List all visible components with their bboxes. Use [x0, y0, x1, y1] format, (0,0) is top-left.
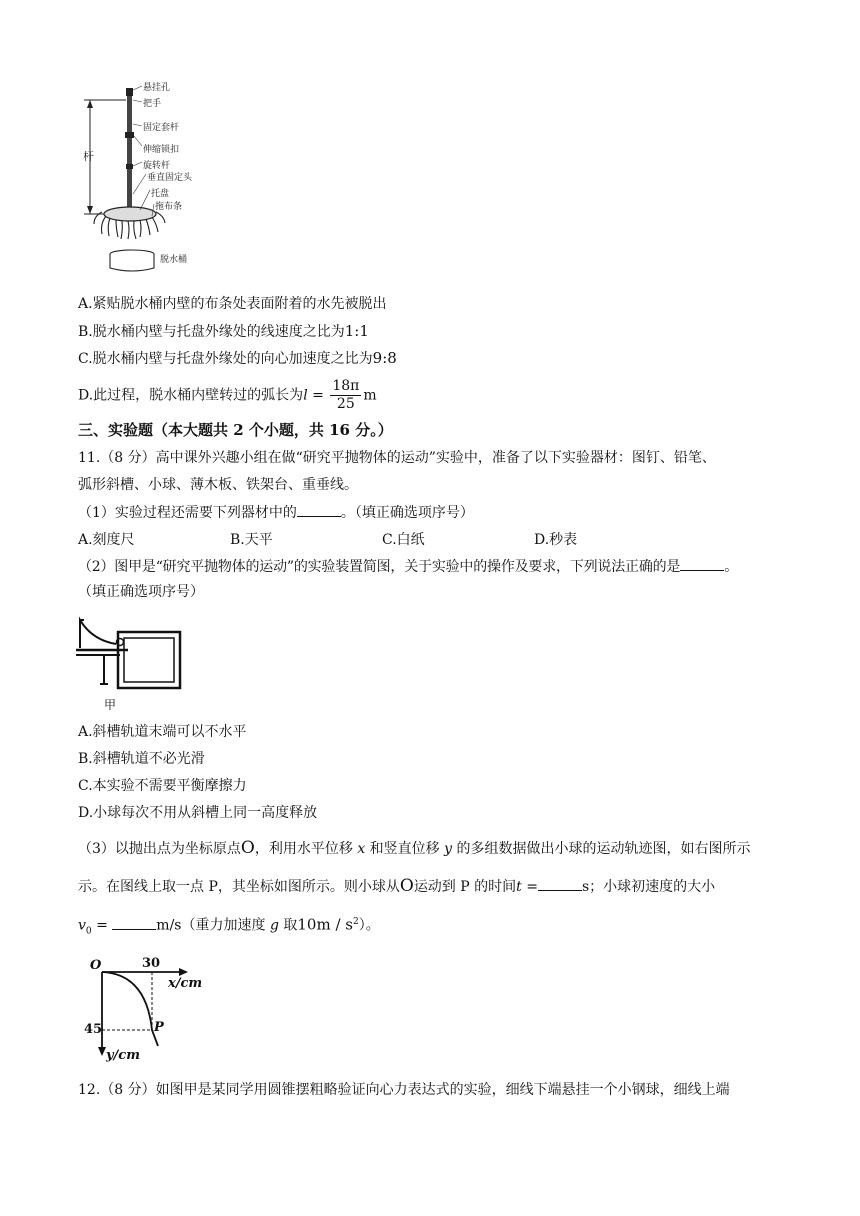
graph-y-axis-label: y/cm	[106, 1048, 140, 1063]
graph-point-label: P	[154, 1020, 164, 1035]
p3-text-d: 的多组数据做出小球的运动轨迹图，如右图所示	[456, 841, 751, 857]
q11-intro-line2: 弧形斜槽、小球、薄木板、铁架台、重垂线。	[78, 477, 358, 493]
q11-part3-line2	[78, 876, 715, 897]
label-hang-hole: 悬挂孔	[143, 83, 171, 93]
p3-v0-subscript: 0	[85, 926, 92, 937]
apparatus-figure	[76, 610, 196, 714]
trajectory-svg	[84, 956, 214, 1066]
label-tray: 托盘	[151, 189, 170, 199]
q11-part1-suffix: 。（填正确选项序号）	[340, 505, 474, 521]
p3-g-exponent: 2	[352, 917, 359, 927]
q11-p1-option-a: A.刻度尺	[78, 532, 135, 548]
answer-blank[interactable]	[112, 915, 156, 930]
q10-option-b	[78, 321, 369, 342]
p3-y-symbol: y	[444, 841, 453, 857]
label-mop-strips: 拖布条	[155, 202, 183, 212]
p3-g-symbol: g	[269, 917, 279, 934]
q10-option-c-ratio: 9:8	[372, 349, 397, 367]
q10-option-c-text: C.脱水桶内壁与托盘外缘处的向心加速度之比为	[78, 351, 373, 367]
q11-part3-line3: $v_0 = m/s$（重力加速度 g 取$10m / s^2$）。	[78, 915, 380, 937]
p3-text-j: ）。	[358, 917, 380, 934]
q11-part1	[78, 502, 474, 523]
p3-v0-symbol: v	[78, 917, 86, 934]
q11-p1-option-c: C.白纸	[382, 532, 425, 548]
answer-blank[interactable]	[680, 556, 724, 571]
label-rotating-rod: 旋转杆	[143, 161, 171, 171]
q10-option-c	[78, 348, 397, 369]
apparatus-diagram	[76, 610, 196, 702]
q11-part3-line1	[78, 838, 751, 859]
q11-p1-option-d: D.秒表	[534, 532, 578, 548]
label-vertical-head: 垂直固定头	[147, 173, 193, 183]
p3-origin-symbol-2: O	[399, 876, 414, 896]
q11-part1-text: （1）实验过程还需要下列器材中的	[78, 505, 297, 521]
q10-option-b-text: B.脱水桶内壁与托盘外缘处的线速度之比为	[78, 324, 345, 340]
graph-x-tick: 30	[142, 956, 161, 971]
label-rod: 杆	[83, 150, 94, 163]
q10-option-d: D.此过程，脱水桶内壁转过的弧长为l = $\frac{18\pi}{25}$ m	[78, 378, 377, 412]
fraction-numerator: 18π	[332, 378, 360, 394]
p3-text-i: 取	[283, 917, 298, 934]
p3-text-g: s；小球初速度的大小	[581, 879, 716, 895]
p3-text-h: m/s（重力加速度	[156, 917, 266, 934]
q10-option-d-var: l	[303, 387, 308, 404]
answer-blank[interactable]	[538, 876, 582, 891]
q11-p2-option-d: D.小球每次不用从斜槽上同一高度释放	[78, 805, 318, 821]
q11-p2-option-c: C.本实验不需要平衡摩擦力	[78, 778, 247, 794]
q10-option-a: A.紧贴脱水桶内壁的布条处表面附着的水先被脱出	[78, 296, 387, 312]
p3-origin-symbol: O	[240, 838, 255, 858]
p3-text-c: 和竖直位移	[369, 841, 440, 857]
p3-t-symbol: t =	[516, 879, 538, 895]
label-fixed-sleeve: 固定套杆	[143, 123, 180, 133]
q11-part2-line2: （填正确选项序号）	[78, 584, 204, 600]
q10-option-d-text: D.此过程，脱水桶内壁转过的弧长为	[78, 387, 304, 404]
q11-intro-line1: 11.（8 分）高中课外兴趣小组在做“研究平抛物体的运动”实验中，准备了以下实验器材：图钉、铅笔、	[78, 450, 716, 466]
answer-blank[interactable]	[297, 502, 341, 517]
p3-x-symbol: x	[357, 841, 366, 857]
q11-part2-suffix: 。	[724, 559, 739, 575]
label-spin-bucket: 脱水桶	[160, 255, 188, 265]
q11-part2-line1	[78, 556, 738, 577]
fraction-denominator: 25	[336, 396, 355, 412]
graph-y-tick: 45	[84, 1022, 103, 1037]
figure-label-jia: 甲	[104, 698, 117, 712]
graph-x-axis-label: x/cm	[168, 976, 203, 991]
q12-line1: 12.（8 分）如图甲是某同学用圆锥摆粗略验证向心力表达式的实验，细线下端悬挂一个小钢球，细线上端	[78, 1082, 730, 1098]
q11-p1-option-b: B.天平	[230, 532, 273, 548]
q11-p2-option-b: B.斜槽轨道不必光滑	[78, 751, 205, 767]
p3-text-e: 示。在图线上取一点 P，其坐标如图所示。则小球从	[78, 879, 400, 895]
graph-origin-label: O	[90, 958, 102, 973]
mop-figure	[80, 76, 240, 276]
p3-g-value: 10m / s	[297, 915, 353, 934]
label-handle: 把手	[143, 99, 162, 109]
q10-option-b-ratio: 1:1	[344, 322, 369, 340]
p3-text-b: ，利用水平位移	[254, 841, 353, 857]
arc-length-fraction	[330, 378, 361, 413]
p3-text-a: （3）以抛出点为坐标原点	[78, 841, 241, 857]
p3-text-f: 运动到 P 的时间	[413, 879, 517, 895]
trajectory-graph	[84, 956, 214, 1066]
q10-option-d-unit: m	[363, 387, 377, 404]
q11-p2-option-a: A.斜槽轨道末端可以不水平	[78, 724, 247, 740]
section-heading: 三、实验题（本大题共 2 个小题，共 16 分。）	[78, 421, 393, 439]
q11-part2-text: （2）图甲是“研究平抛物体的运动”的实验装置简图，关于实验中的操作及要求，下列说法正确的是	[78, 559, 681, 575]
label-lock-buckle: 伸缩锁扣	[143, 145, 180, 155]
